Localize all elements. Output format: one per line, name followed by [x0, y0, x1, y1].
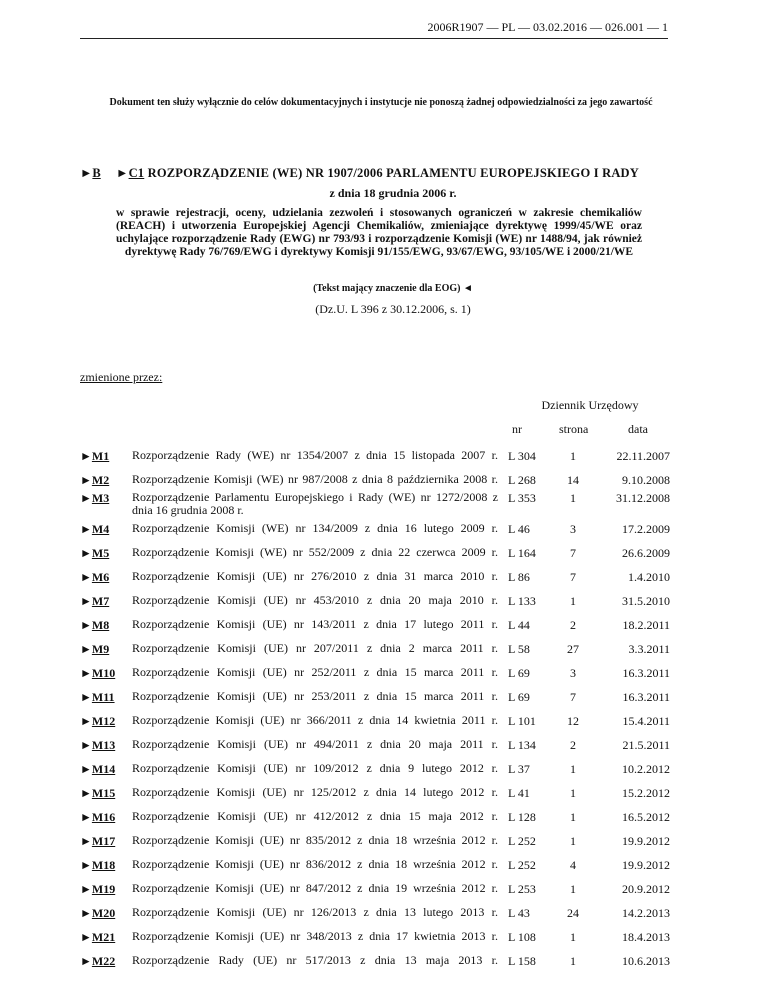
- amendment-description: Rozporządzenie Komisji (UE) nr 847/2012 z dnia 19 września 2012 r.: [132, 881, 498, 895]
- journal-date: 9.10.2008: [622, 473, 670, 487]
- amendment-marker-link[interactable]: [80, 666, 115, 681]
- journal-page: 2: [570, 618, 576, 632]
- journal-number: L 44: [508, 618, 530, 632]
- amendment-marker-label: M20: [91, 906, 116, 920]
- journal-page: 7: [570, 690, 576, 704]
- journal-date: 18.4.2013: [622, 930, 670, 944]
- amendment-marker-label: M8: [91, 618, 110, 632]
- marker-arrow-icon: ►: [80, 786, 92, 800]
- journal-number: L 41: [508, 786, 530, 800]
- official-journal-reference: (Dz.U. L 396 z 30.12.2006, s. 1): [315, 302, 471, 316]
- amendment-marker-label: M1: [91, 449, 110, 463]
- journal-date: 20.9.2012: [622, 882, 670, 896]
- journal-number: L 252: [508, 858, 536, 872]
- amendment-description: Rozporządzenie Komisji (WE) nr 987/2008 z dnia 8 października 2008 r.: [132, 472, 498, 486]
- journal-date: 18.2.2011: [622, 618, 670, 632]
- journal-number: L 133: [508, 594, 536, 608]
- journal-date: 22.11.2007: [616, 449, 670, 463]
- journal-page: 1: [570, 449, 576, 463]
- amendment-marker-link[interactable]: [80, 834, 115, 849]
- amendment-marker-label: M4: [91, 522, 110, 536]
- journal-page: 1: [570, 930, 576, 944]
- amendment-marker-label: M21: [91, 930, 116, 944]
- journal-number: L 46: [508, 522, 530, 536]
- marker-arrow-icon: ►: [80, 666, 92, 680]
- amendment-description: Rozporządzenie Komisji (UE) nr 143/2011 z dnia 17 lutego 2011 r.: [132, 617, 498, 631]
- marker-arrow-icon: ►: [80, 882, 92, 896]
- marker-arrow-icon: ►: [116, 166, 129, 180]
- amendment-marker-link[interactable]: [80, 449, 109, 464]
- journal-date: 16.5.2012: [622, 810, 670, 824]
- amendment-marker-link[interactable]: [80, 618, 109, 633]
- journal-page: 24: [567, 906, 579, 920]
- amendment-marker-label: M16: [91, 810, 116, 824]
- journal-number: L 43: [508, 906, 530, 920]
- official-journal-header: Dziennik Urzędowy: [541, 398, 639, 412]
- journal-page: 3: [570, 522, 576, 536]
- amendment-marker-link[interactable]: [80, 522, 109, 537]
- amendment-marker-label: M14: [91, 762, 116, 776]
- amendment-marker-link[interactable]: [80, 570, 109, 585]
- journal-number: L 158: [508, 954, 536, 968]
- journal-date: 1.4.2010: [628, 570, 670, 584]
- amendment-description: Rozporządzenie Komisji (UE) nr 252/2011 z dnia 15 marca 2011 r.: [132, 665, 498, 679]
- document-reference-header: 2006R1907 — PL — 03.02.2016 — 026.001 — 1: [80, 20, 668, 39]
- marker-arrow-icon: ►: [80, 954, 92, 968]
- journal-date: 19.9.2012: [622, 858, 670, 872]
- journal-date: 31.5.2010: [622, 594, 670, 608]
- journal-date: 16.3.2011: [622, 690, 670, 704]
- marker-arrow-icon: ►: [80, 738, 92, 752]
- amendment-marker-label: M22: [91, 954, 116, 968]
- journal-page: 1: [570, 594, 576, 608]
- journal-page: 1: [570, 491, 576, 505]
- journal-date: 10.6.2013: [622, 954, 670, 968]
- marker-arrow-icon: ►: [80, 834, 92, 848]
- marker-arrow-icon: ►: [80, 618, 92, 632]
- amended-by-label: zmienione przez:: [80, 370, 163, 384]
- column-header-nr: nr: [512, 422, 522, 436]
- amendment-marker-label: M18: [91, 858, 116, 872]
- journal-number: L 69: [508, 666, 530, 680]
- amendment-marker-label: M6: [91, 570, 110, 584]
- amendment-marker-label: M10: [91, 666, 116, 680]
- amendment-marker-label: M13: [91, 738, 116, 752]
- amendment-marker-link[interactable]: [80, 882, 115, 897]
- amendment-description: Rozporządzenie Parlamentu Europejskiego i Rady (WE) nr 1272/2008 z dnia 16 grudnia 2008 r.: [132, 490, 498, 517]
- marker-arrow-icon: ►: [80, 546, 92, 560]
- amendment-marker-link[interactable]: [80, 786, 115, 801]
- marker-arrow-icon: ►: [80, 810, 92, 824]
- amendment-description: Rozporządzenie Komisji (UE) nr 126/2013 z dnia 13 lutego 2013 r.: [132, 905, 498, 919]
- journal-date: 14.2.2013: [622, 906, 670, 920]
- amendment-description: Rozporządzenie Komisji (UE) nr 253/2011 z dnia 15 marca 2011 r.: [132, 689, 498, 703]
- journal-page: 2: [570, 738, 576, 752]
- title-text: ROZPORZĄDZENIE (WE) NR 1907/2006 PARLAMENTU EUROPEJSKIEGO I RADY: [147, 166, 640, 180]
- marker-arrow-icon: ►: [80, 858, 92, 872]
- amendment-marker-link[interactable]: [80, 906, 115, 921]
- journal-number: L 128: [508, 810, 536, 824]
- amendment-description: Rozporządzenie Komisji (UE) nr 412/2012 z dnia 15 maja 2012 r.: [132, 809, 498, 823]
- column-header-date: data: [628, 422, 648, 436]
- document-title: [116, 166, 670, 181]
- marker-arrow-icon: ►: [80, 473, 92, 487]
- table-row: [0, 954, 768, 980]
- amendment-marker-link[interactable]: [80, 690, 115, 705]
- amendment-description: Rozporządzenie Komisji (UE) nr 494/2011 z dnia 20 maja 2011 r.: [132, 737, 498, 751]
- document-subject: w sprawie rejestracji, oceny, udzielania zezwoleń i stosowanych ograniczeń w zakresie chemikaliów (REACH) i utworzenia Europejskiej Agencji Chemikaliów, zmieniające dyrektywę 1999/45/WE oraz uchylające rozporządzenie Rady (EWG) nr 793/93 i rozporządzenie Komisji (WE) nr 1488/94, jak również dyrektywę Rady 76/769/EWG i dyrektywy Komisji 91/155/EWG, 93/67/EWG, 93/105/WE i 2000/21/WE: [116, 207, 642, 258]
- amendment-marker-link[interactable]: [80, 858, 115, 873]
- journal-number: L 58: [508, 642, 530, 656]
- amendment-description: Rozporządzenie Rady (WE) nr 1354/2007 z dnia 15 listopada 2007 r.: [132, 448, 498, 462]
- marker-arrow-icon: ►: [80, 714, 92, 728]
- marker-c1-link[interactable]: [116, 166, 144, 180]
- marker-arrow-icon: ►: [80, 762, 92, 776]
- marker-arrow-icon: ►: [80, 906, 92, 920]
- amendment-marker-link[interactable]: [80, 762, 115, 777]
- journal-date: 26.6.2009: [622, 546, 670, 560]
- amendment-marker-label: M12: [91, 714, 116, 728]
- amendment-description: Rozporządzenie Rady (UE) nr 517/2013 z dnia 13 maja 2013 r.: [132, 953, 498, 967]
- amendment-description: Rozporządzenie Komisji (UE) nr 125/2012 z dnia 14 lutego 2012 r.: [132, 785, 498, 799]
- amendment-marker-label: M17: [91, 834, 116, 848]
- marker-arrow-icon: ►: [80, 690, 92, 704]
- journal-number: L 108: [508, 930, 536, 944]
- marker-arrow-icon: ►: [80, 642, 92, 656]
- journal-date: 10.2.2012: [622, 762, 670, 776]
- marker-c1-label: C1: [128, 166, 145, 180]
- amendment-description: Rozporządzenie Komisji (UE) nr 207/2011 z dnia 2 marca 2011 r.: [132, 641, 498, 655]
- journal-date: 17.2.2009: [622, 522, 670, 536]
- journal-date: 19.9.2012: [622, 834, 670, 848]
- journal-date: 3.3.2011: [628, 642, 670, 656]
- journal-page: 1: [570, 954, 576, 968]
- marker-b-link[interactable]: [80, 166, 101, 181]
- journal-number: L 268: [508, 473, 536, 487]
- amendment-description: Rozporządzenie Komisji (UE) nr 366/2011 z dnia 14 kwietnia 2011 r.: [132, 713, 498, 727]
- amendment-description: Rozporządzenie Komisji (UE) nr 836/2012 z dnia 18 września 2012 r.: [132, 857, 498, 871]
- marker-arrow-icon: ►: [80, 522, 92, 536]
- journal-number: L 86: [508, 570, 530, 584]
- journal-page: 3: [570, 666, 576, 680]
- marker-arrow-icon: ►: [80, 594, 92, 608]
- amendment-marker-label: M2: [91, 473, 110, 487]
- marker-arrow-icon: ►: [80, 930, 92, 944]
- journal-date: 16.3.2011: [622, 666, 670, 680]
- amendment-marker-link[interactable]: [80, 738, 115, 753]
- amendment-marker-label: M15: [91, 786, 116, 800]
- amendment-marker-link[interactable]: [80, 546, 109, 561]
- journal-page: 1: [570, 762, 576, 776]
- journal-number: L 252: [508, 834, 536, 848]
- journal-number: L 134: [508, 738, 536, 752]
- amendment-marker-link[interactable]: [80, 642, 109, 657]
- amendment-marker-label: M5: [91, 546, 110, 560]
- journal-page: 12: [567, 714, 579, 728]
- amendment-description: Rozporządzenie Komisji (UE) nr 348/2013 z dnia 17 kwietnia 2013 r.: [132, 929, 498, 943]
- amendment-description: Rozporządzenie Komisji (UE) nr 276/2010 z dnia 31 marca 2010 r.: [132, 569, 498, 583]
- amendment-marker-label: M9: [91, 642, 110, 656]
- amendment-marker-link[interactable]: [80, 954, 115, 969]
- document-date: z dnia 18 grudnia 2006 r.: [329, 186, 457, 200]
- amendment-marker-link[interactable]: [80, 594, 109, 609]
- amendment-marker-link[interactable]: [80, 491, 109, 506]
- amendment-marker-label: M11: [91, 690, 115, 704]
- journal-page: 1: [570, 810, 576, 824]
- journal-number: L 304: [508, 449, 536, 463]
- eea-relevance-note: (Tekst mający znaczenie dla EOG) ◄: [313, 283, 473, 294]
- amendment-description: Rozporządzenie Komisji (UE) nr 109/2012 z dnia 9 lutego 2012 r.: [132, 761, 498, 775]
- column-header-page: strona: [559, 422, 589, 436]
- journal-page: 1: [570, 786, 576, 800]
- journal-page: 4: [570, 858, 576, 872]
- amendment-description: Rozporządzenie Komisji (UE) nr 835/2012 z dnia 18 września 2012 r.: [132, 833, 498, 847]
- journal-number: L 101: [508, 714, 536, 728]
- marker-arrow-icon: ►: [80, 491, 92, 505]
- amendment-description: Rozporządzenie Komisji (UE) nr 453/2010 z dnia 20 maja 2010 r.: [132, 593, 498, 607]
- journal-number: L 253: [508, 882, 536, 896]
- journal-page: 14: [567, 473, 579, 487]
- journal-page: 7: [570, 570, 576, 584]
- amendment-marker-label: M7: [91, 594, 110, 608]
- journal-number: L 37: [508, 762, 530, 776]
- journal-number: L 164: [508, 546, 536, 560]
- marker-b-label: B: [92, 166, 101, 180]
- journal-date: 21.5.2011: [622, 738, 670, 752]
- amendment-description: Rozporządzenie Komisji (WE) nr 134/2009 z dnia 16 lutego 2009 r.: [132, 521, 498, 535]
- marker-arrow-icon: ►: [80, 570, 92, 584]
- amendment-marker-link[interactable]: [80, 473, 109, 488]
- journal-page: 1: [570, 834, 576, 848]
- amendment-description: Rozporządzenie Komisji (WE) nr 552/2009 z dnia 22 czerwca 2009 r.: [132, 545, 498, 559]
- journal-page: 7: [570, 546, 576, 560]
- journal-page: 1: [570, 882, 576, 896]
- journal-date: 15.2.2012: [622, 786, 670, 800]
- amendment-marker-link[interactable]: [80, 930, 115, 945]
- amendment-marker-link[interactable]: [80, 810, 115, 825]
- amendment-marker-label: M19: [91, 882, 116, 896]
- journal-page: 27: [567, 642, 579, 656]
- amendment-marker-label: M3: [91, 491, 110, 505]
- journal-number: L 69: [508, 690, 530, 704]
- amendment-marker-link[interactable]: [80, 714, 115, 729]
- journal-date: 15.4.2011: [622, 714, 670, 728]
- disclaimer: Dokument ten służy wyłącznie do celów dokumentacyjnych i instytucje nie ponoszą żadnej odpowiedzialności za jego zawartość: [109, 97, 653, 108]
- marker-arrow-icon: ►: [80, 166, 93, 180]
- table-row: [0, 491, 768, 517]
- journal-date: 31.12.2008: [616, 491, 670, 505]
- journal-number: L 353: [508, 491, 536, 505]
- marker-arrow-icon: ►: [80, 449, 92, 463]
